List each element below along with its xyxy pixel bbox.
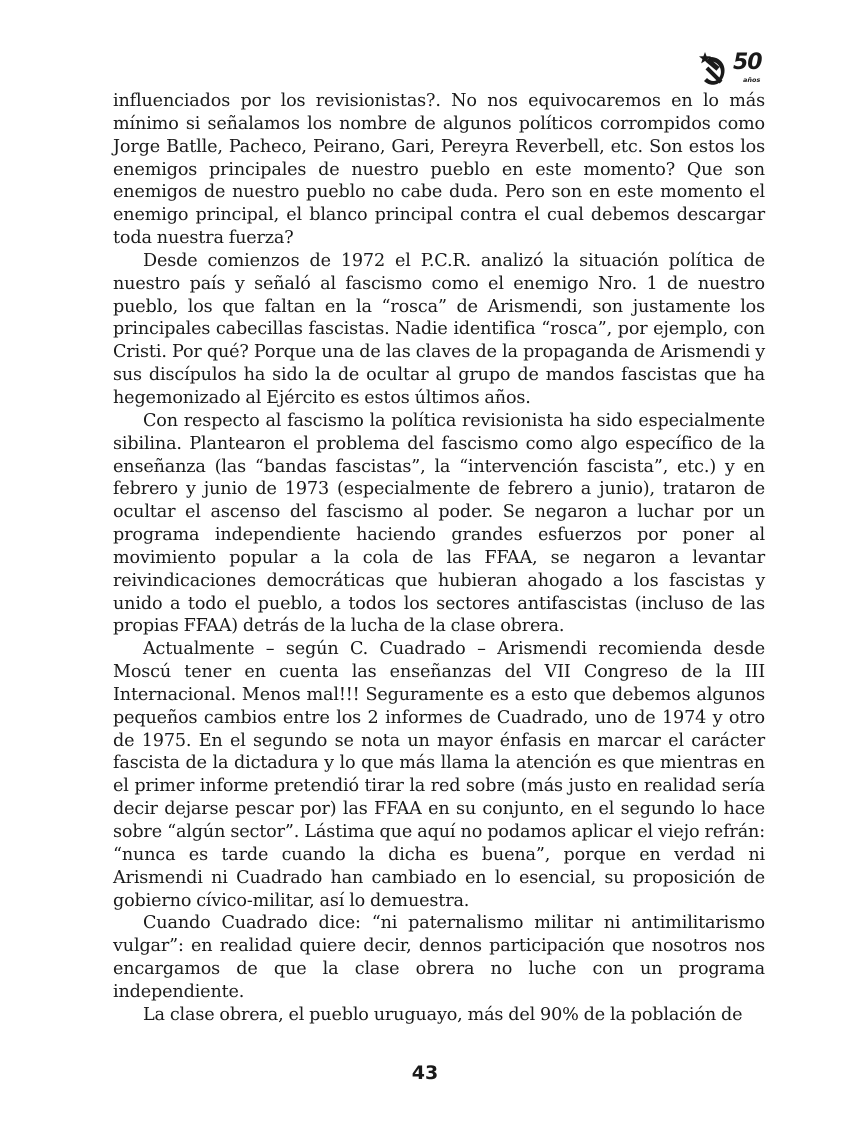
paragraph: influenciados por los revisionistas?. No nos equivocaremos en lo más mínimo si señalamos los nombre de algunos políticos corrompidos como Jorge Batlle, Pacheco, Peirano, Gari, Pereyra Reverbell, etc. Son estos los enemigos principales de nuestro pueblo en este momento? Que son enemigos de nuestro pueblo no cabe duda. Pero son en este momento el enemigo principal, el blanco principal contra el cual debemos descargar toda nuestra fuerza?	[113, 91, 765, 249]
paragraph: Actualmente – según C. Cuadrado – Arismendi recomienda desde Moscú tener en cuenta las enseñanzas del VII Congreso de la III Internacional. Menos mal!!! Seguramente es a esto que debemos algunos pequeños cambios entre los 2 informes de Cuadrado, uno de 1974 y otro de 1975. En el segundo se nota un mayor énfasis en marcar el carácter fascista de la dictadura y lo que más llama la atención es que mientras en el primer informe pretendió tirar la red sobre (más justo en realidad sería decir dejarse pescar por) las FFAA en su conjunto, en el segundo lo hace sobre “algún sector”. Lástima que aquí no podamos aplicar el viejo refrán: “nunca es tarde cuando la dicha es buena”, porque en verdad ni Arismendi ni Cuadrado han cambiado en lo esencial, su proposición de gobierno cívico-militar, así lo demuestra.	[113, 639, 765, 911]
page-number: 43	[411, 1062, 439, 1084]
paragraph: Con respecto al fascismo la política revisionista ha sido especialmente sibilina. Plantearon el problema del fascismo como algo específico de la enseñanza (las “bandas fascistas”, la “intervención fascista”, etc.) y en febrero y junio de 1973 (especialmente de febrero a junio), trataron de ocultar el ascenso del fascismo al poder. Se negaron a luchar por un programa independiente haciendo grandes esfuerzos por poner al movimiento popular a la cola de las FFAA, se negaron a levantar reivindicaciones democráticas que hubieran ahogado a los fascistas y unido a todo el pueblo, a todos los sectores antifascistas (incluso de las propias FFAA) detrás de la lucha de la clase obrera.	[113, 410, 765, 637]
body-text	[113, 90, 765, 1027]
logo-subtitle: años	[743, 76, 761, 84]
paragraph: Cuando Cuadrado dice: “ni paternalismo militar ni antimilitarismo vulgar”: en realidad quiere decir, dennos participación que nosotros nos encargamos de que la clase obrera no luche con un programa independiente.	[113, 913, 765, 1002]
logo-number: 50	[733, 50, 762, 75]
party-50-years-logo	[697, 48, 769, 88]
paragraph: Desde comienzos de 1972 el P.C.R. analizó la situación política de nuestro país y señaló al fascismo como el enemigo Nro. 1 de nuestro pueblo, los que faltan en la “rosca” de Arismendi, son justamente los principales cabecillas fascistas. Nadie identifica “rosca”, por ejemplo, con Cristi. Por qué? Porque una de las claves de la propaganda de Arismendi y sus discípulos ha sido la de ocultar al grupo de mandos fascistas que ha hegemonizado al Ejército es estos últimos años.	[113, 250, 765, 408]
paragraph: La clase obrera, el pueblo uruguayo, más del 90% de la población de	[143, 1004, 743, 1025]
